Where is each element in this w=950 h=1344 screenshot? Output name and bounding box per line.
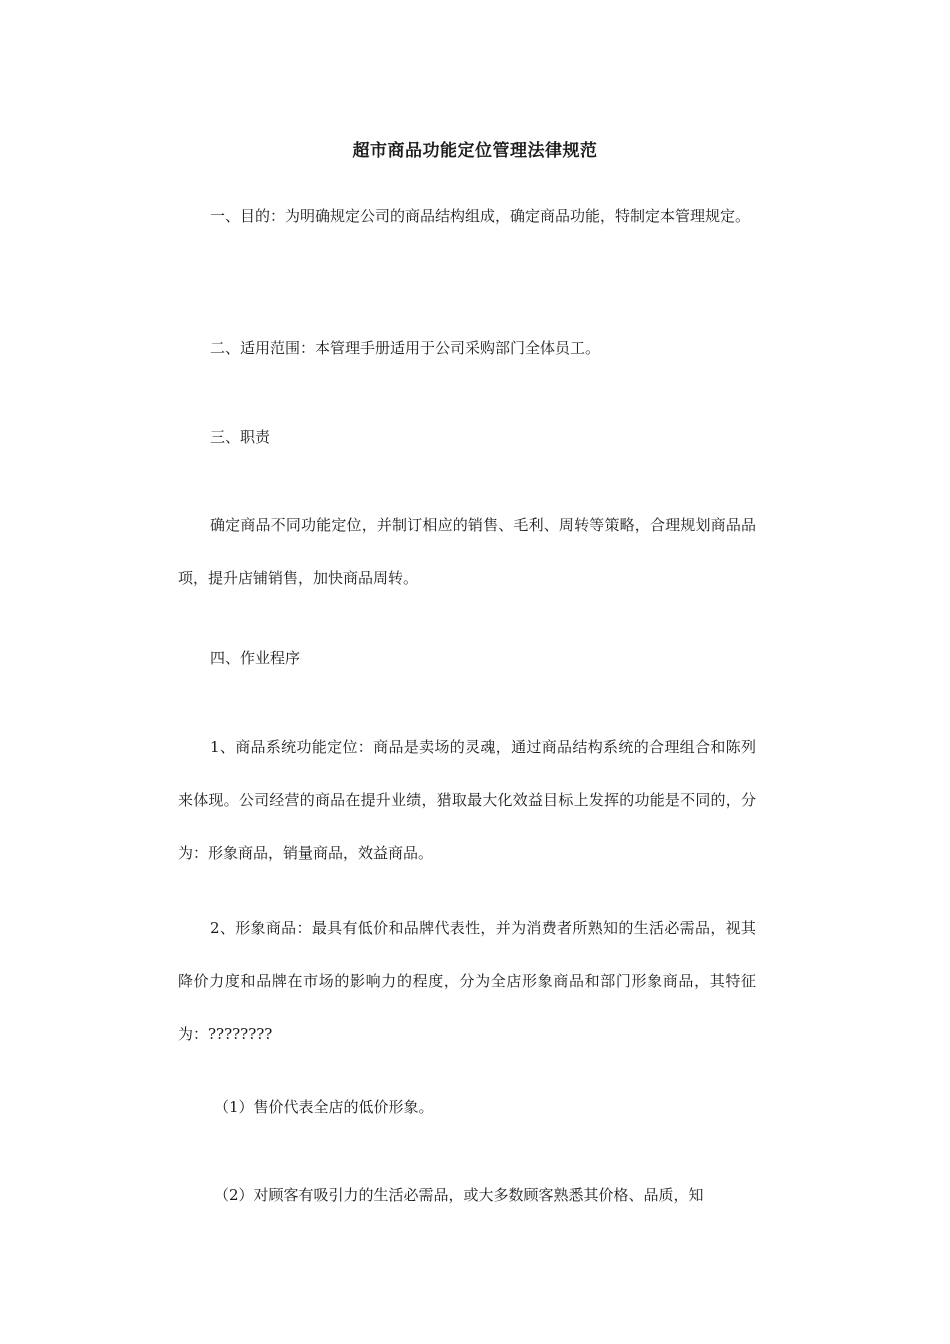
paragraph-image-products: 2、形象商品：最具有低价和品牌代表性，并为消费者所熟知的生活必需品，视其降价力度和品牌在市场的影响力的程度，分为全店形象商品和部门形象商品，其特征为：???????? [178,919,756,1043]
heading-procedure: 四、作业程序 [210,649,301,667]
list-item-2: （2）对顾客有吸引力的生活必需品，或大多数顾客熟悉其价格、品质，知 [214,1186,704,1204]
paragraph-responsibilities: 确定商品不同功能定位，并制订相应的销售、毛利、周转等策略，合理规划商品品项，提升店铺销售，加快商品周转。 [178,516,756,587]
paragraph-positioning: 1、商品系统功能定位：商品是卖场的灵魂，通过商品结构系统的合理组合和陈列来体现。公司经营的商品在提升业绩，猎取最大化效益目标上发挥的功能是不同的，分为：形象商品，销量商品，效益商品。 [178,738,756,862]
document-title: 超市商品功能定位管理法律规范 [352,141,598,162]
list-item-1: （1）售价代表全店的低价形象。 [214,1098,434,1116]
paragraph-purpose: 一、目的：为明确规定公司的商品结构组成，确定商品功能，特制定本管理规定。 [210,207,751,225]
paragraph-scope: 二、适用范围：本管理手册适用于公司采购部门全体员工。 [210,339,601,357]
heading-responsibilities: 三、职责 [210,428,271,446]
